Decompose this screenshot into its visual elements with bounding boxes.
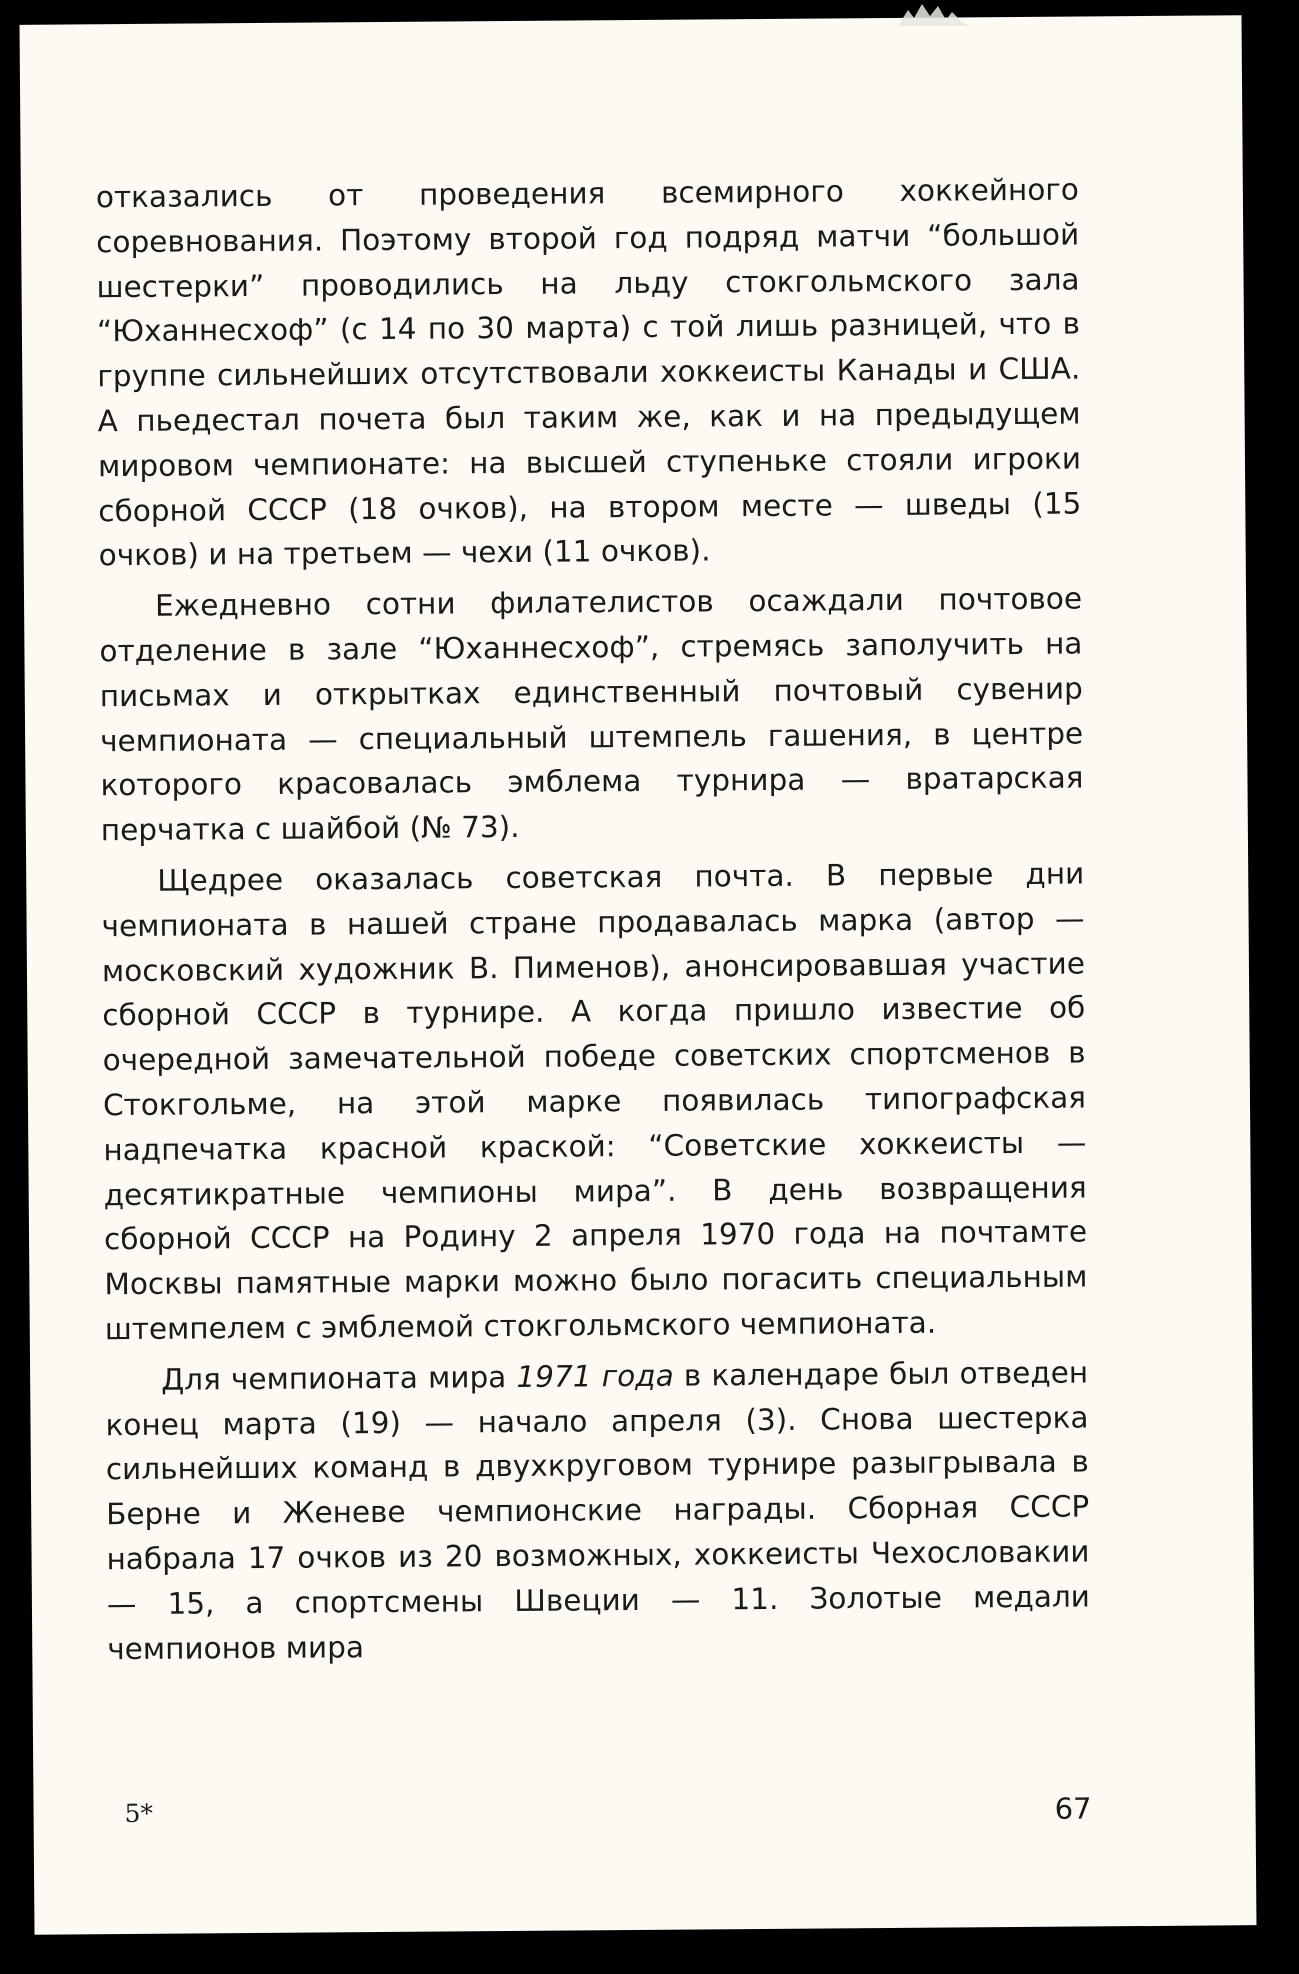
paragraph-2: Ежедневно сотни филателистов осаждали почтовое отделение в зале “Юханнесхоф”, стремясь заполучить на письмах и открытках единственный почтовый сувенир чемпионата — специальный штемпель гашения, в центре которого красовалась эмблема турнира — вратарская перчатка с шайбой (№ 73). (99, 581, 1084, 848)
page-number: 67 (1054, 1791, 1092, 1826)
book-page (20, 15, 1257, 1935)
paragraph-4-rest: в календаре был отведен конец марта (19) — начало апреля (3). Снова шестерка сильнейших команд в двухкруговом турнире разыгрывала в Берне и Женеве чемпионские награды. Сборная СССР набрала 17 очков из 20 возможных, хоккеисты Чехословакии — 15, а спортсмены Швеции — 11. Золотые медали чемпионов мира (105, 1355, 1091, 1666)
paragraph-4-start: Для чемпионата мира (161, 1359, 517, 1397)
paragraph-1: отказались от проведения всемирного хоккейного соревнования. Поэтому второй год подряд матчи “большой шестерки” проводились на льду стокгольмского зала “Юханнесхоф” (с 14 по 30 марта) с той лишь разницей, что в группе сильнейших отсутствовали хоккеисты Канады и США. А пьедестал почета был таким же, как и на предыдущем мировом чемпионате: на высшей ступеньке стояли игроки сборной СССР (18 очков), на втором месте — шведы (15 очков) и на третьем — чехи (11 очков). (95, 172, 1082, 573)
year-1971-italic: 1971 года (516, 1358, 674, 1394)
paragraph-4 (105, 1350, 1090, 1671)
signature-mark: 5* (124, 1798, 154, 1829)
page-body-text (96, 168, 1091, 1672)
paper-scrap-decoration (890, 0, 980, 26)
paragraph-3: Щедрее оказалась советская почта. В первые дни чемпионата в нашей стране продавалась марка (автор — московский художник В. Пименов), анонсировавшая участие сборной СССР в турнире. А когда пришло известие об очередной замечательной победе советских спортсменов в Стокгольме, на этой марке появилась типографская надпечатка красной краской: “Советские хоккеисты — десятикратные чемпионы мира”. В день возвращения сборной СССР на Родину 2 апреля 1970 года на почтамте Москвы памятные марки можно было погасить специальным штемпелем с эмблемой стокгольмского чемпионата. (101, 856, 1088, 1347)
page-footer (108, 1791, 1091, 1839)
